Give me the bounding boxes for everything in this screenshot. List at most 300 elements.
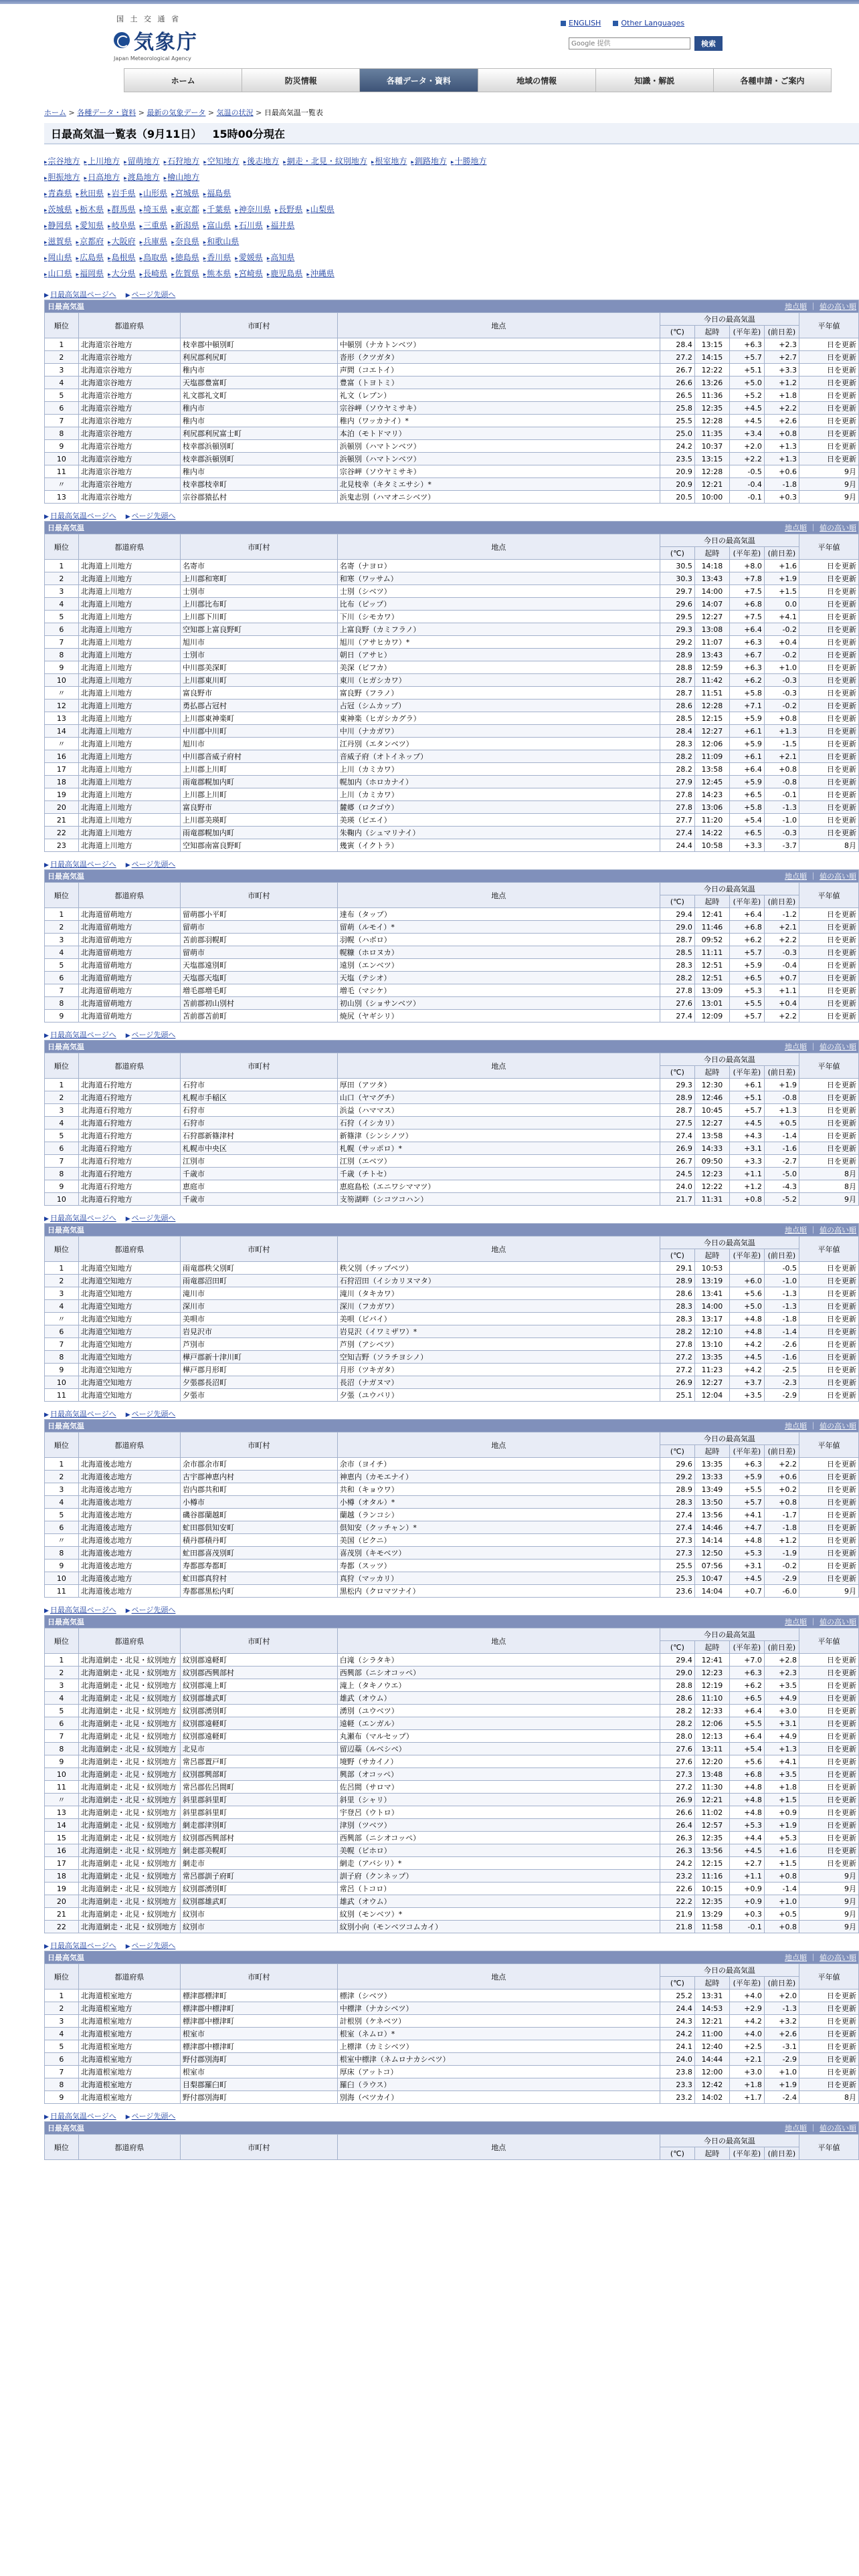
temperature-cell: 28.2 <box>660 1705 694 1717</box>
station-cell: 別海（ベツカイ） <box>337 2091 660 2104</box>
region-link[interactable]: ▸ 釧路地方 <box>411 156 447 166</box>
table-row <box>45 1572 859 1585</box>
region-link[interactable]: ▸ 山梨県 <box>306 205 335 214</box>
breadcrumb-link[interactable]: ホーム <box>44 108 66 117</box>
table-row <box>45 1832 859 1844</box>
sort-by-value-link[interactable]: 値の高い順 <box>820 1422 856 1430</box>
region-link[interactable]: ▸ 大阪府 <box>108 237 136 246</box>
prev-diff-cell: -1.6 <box>764 1142 799 1155</box>
col-temp-header: (℃) <box>660 895 694 908</box>
page-title <box>44 123 859 144</box>
ministry-label: 国 土 交 通 省 <box>116 15 181 23</box>
region-link[interactable]: ▸ 秋田県 <box>76 189 104 198</box>
station-cell: 喜茂別（キモベツ） <box>337 1547 660 1560</box>
time-cell: 14:18 <box>694 560 729 572</box>
temperature-cell: 24.4 <box>660 2002 694 2015</box>
temperature-cell: 29.1 <box>660 1262 694 1275</box>
sort-by-station-link[interactable]: 地点順 <box>785 524 807 532</box>
prefecture-cell: 北海道根室地方 <box>78 1990 180 2002</box>
prev-diff-cell: +1.9 <box>764 1079 799 1091</box>
rank-cell: 10 <box>45 674 79 687</box>
page-top-link[interactable]: ページ先頭へ <box>131 1410 176 1418</box>
sort-by-value-link[interactable]: 値の高い順 <box>820 2124 856 2133</box>
breadcrumb-link[interactable]: 気温の状況 <box>216 108 254 117</box>
back-to-index-link[interactable]: 日最高気温ページへ <box>50 290 116 299</box>
prefecture-cell: 北海道留萌地方 <box>78 921 180 934</box>
record-cell: 日を更新 <box>799 801 858 814</box>
temperature-cell: 27.6 <box>660 997 694 1010</box>
city-cell: 紋別郡雄武町 <box>181 1895 338 1908</box>
prev-diff-cell: -1.7 <box>764 1509 799 1521</box>
sort-by-value-link[interactable]: 値の高い順 <box>820 1043 856 1051</box>
col-today-header: 今日の最高気温 <box>660 1053 799 1066</box>
temperature-cell: 27.2 <box>660 1351 694 1364</box>
region-link[interactable]: ▸ 石狩地方 <box>164 156 200 166</box>
temperature-cell: 22.6 <box>660 1883 694 1895</box>
region-link[interactable]: ▸ 群馬県 <box>108 205 136 214</box>
table-row <box>45 1155 859 1168</box>
temperature-cell: 25.2 <box>660 1990 694 2002</box>
prev-diff-cell: -1.8 <box>764 1313 799 1325</box>
record-cell: 日を更新 <box>799 1471 858 1483</box>
record-cell: 日を更新 <box>799 1794 858 1806</box>
sort-divider: ｜ <box>809 1422 817 1430</box>
col-rank-header: 順位 <box>45 313 79 338</box>
prev-diff-cell: +3.5 <box>764 1768 799 1781</box>
time-cell: 13:11 <box>694 1743 729 1755</box>
breadcrumb-link[interactable]: 最新の気象データ <box>147 108 206 117</box>
back-to-index-link[interactable]: 日最高気温ページへ <box>50 1606 116 1614</box>
region-link[interactable]: ▸ 檜山地方 <box>164 173 200 182</box>
page-top-link[interactable]: ページ先頭へ <box>131 512 176 520</box>
station-cell: 富良野（フラノ） <box>337 687 660 700</box>
col-normal-diff-header: (平年差) <box>729 1641 764 1654</box>
rank-cell: 6 <box>45 1325 79 1338</box>
prev-diff-cell: +1.9 <box>764 1819 799 1832</box>
station-cell: 空知吉野（ソラチヨシノ） <box>337 1351 660 1364</box>
sort-by-station-link[interactable]: 地点順 <box>785 1226 807 1235</box>
temperature-cell: 29.4 <box>660 908 694 921</box>
region-link[interactable]: ▸ 胆振地方 <box>44 173 80 182</box>
table-row <box>45 572 859 585</box>
region-link[interactable]: ▸ 空知地方 <box>203 156 240 166</box>
temperature-table <box>44 1951 859 2104</box>
rank-cell: 22 <box>45 1921 79 1933</box>
station-cell: 夕張（ユウバリ） <box>337 1389 660 1402</box>
city-cell: 標津郡中標津町 <box>181 2015 338 2028</box>
normal-diff-cell: +5.8 <box>729 801 764 814</box>
temperature-cell: 27.4 <box>660 1521 694 1534</box>
region-link[interactable]: ▸ 山口県 <box>44 269 72 278</box>
region-link[interactable]: ▸ 鳥取県 <box>140 253 168 262</box>
region-link[interactable]: ▸ 根室地方 <box>371 156 407 166</box>
region-link[interactable]: ▸ 上川地方 <box>84 156 120 166</box>
prefecture-cell: 北海道空知地方 <box>78 1351 180 1364</box>
region-link[interactable]: ▸ 千葉県 <box>203 205 231 214</box>
prev-diff-cell: +1.3 <box>764 725 799 738</box>
rank-cell: 9 <box>45 1010 79 1023</box>
prefecture-cell: 北海道石狩地方 <box>78 1079 180 1091</box>
sort-by-station-link[interactable]: 地点順 <box>785 1618 807 1626</box>
rank-cell: 17 <box>45 763 79 776</box>
region-link[interactable]: ▸ 香川県 <box>203 253 231 262</box>
nav-item[interactable]: 各種データ・資料 <box>359 68 477 92</box>
city-cell: 岩内郡共和町 <box>181 1483 338 1496</box>
region-link[interactable]: ▸ 愛知県 <box>76 221 104 230</box>
time-cell: 13:41 <box>694 1287 729 1300</box>
region-link[interactable]: ▸ 三重県 <box>140 221 168 230</box>
table-row <box>45 1010 859 1023</box>
region-link[interactable]: ▸ 渡島地方 <box>124 173 160 182</box>
breadcrumb-separator: > <box>253 108 264 117</box>
prev-diff-cell: +2.2 <box>764 402 799 415</box>
sort-by-value-link[interactable]: 値の高い順 <box>820 524 856 532</box>
normal-diff-cell: +6.4 <box>729 1705 764 1717</box>
table-row <box>45 1091 859 1104</box>
time-cell: 12:28 <box>694 465 729 478</box>
col-pref-header: 都道府県 <box>78 883 180 908</box>
sort-by-value-link[interactable]: 値の高い順 <box>820 872 856 881</box>
back-to-index-link[interactable]: 日最高気温ページへ <box>50 1031 116 1039</box>
region-link[interactable]: ▸ 福島県 <box>203 189 231 198</box>
region-link[interactable]: ▸ 高知県 <box>267 253 295 262</box>
breadcrumb-link[interactable]: 各種データ・資料 <box>77 108 136 117</box>
normal-diff-cell: +6.1 <box>729 725 764 738</box>
region-link[interactable]: ▸ 岩手県 <box>108 189 136 198</box>
city-cell: 紋別郡西興部村 <box>181 1832 338 1844</box>
city-cell: 礼文郡礼文町 <box>181 389 338 402</box>
page-top-link[interactable]: ページ先頭へ <box>131 290 176 299</box>
city-cell: 上川郡下川町 <box>181 611 338 623</box>
sort-by-value-link[interactable]: 値の高い順 <box>820 302 856 311</box>
table-header-row <box>45 534 859 547</box>
region-link[interactable]: ▸ 鹿児島県 <box>267 269 303 278</box>
rank-cell: 15 <box>45 1832 79 1844</box>
prefecture-cell: 北海道網走・北見・紋別地方 <box>78 1819 180 1832</box>
prefecture-cell: 北海道空知地方 <box>78 1313 180 1325</box>
col-rank-header: 順位 <box>45 1053 79 1079</box>
prefecture-cell: 北海道後志地方 <box>78 1458 180 1471</box>
back-to-index-link[interactable]: 日最高気温ページへ <box>50 512 116 520</box>
page-top-link[interactable]: ページ先頭へ <box>131 1941 176 1950</box>
table-row <box>45 1325 859 1338</box>
rank-cell: 13 <box>45 491 79 504</box>
region-link[interactable]: ▸ 福岡県 <box>76 269 104 278</box>
normal-diff-cell: +6.5 <box>729 788 764 801</box>
table-row <box>45 1079 859 1091</box>
region-link[interactable]: ▸ 宮崎県 <box>235 269 263 278</box>
record-cell: 9月 <box>799 491 858 504</box>
col-time-header: 起時 <box>694 895 729 908</box>
time-cell: 12:41 <box>694 908 729 921</box>
record-cell: 日を更新 <box>799 2066 858 2078</box>
table-header-row <box>45 1628 859 1641</box>
col-today-header: 今日の最高気温 <box>660 883 799 895</box>
sort-by-value-link[interactable]: 値の高い順 <box>820 1953 856 1962</box>
prev-diff-cell: -1.3 <box>764 1287 799 1300</box>
back-to-index-link[interactable]: 日最高気温ページへ <box>50 2112 116 2121</box>
rank-cell: 〃 <box>45 478 79 491</box>
english-link[interactable]: ENGLISH <box>569 19 601 27</box>
time-cell: 14:46 <box>694 1521 729 1534</box>
rank-cell: 8 <box>45 997 79 1010</box>
temperature-cell: 28.7 <box>660 934 694 946</box>
normal-diff-cell: +5.9 <box>729 738 764 750</box>
time-cell: 13:35 <box>694 1351 729 1364</box>
city-cell: 稚内市 <box>181 465 338 478</box>
region-link[interactable]: ▸ 留萌地方 <box>124 156 160 166</box>
region-link[interactable]: ▸ 栃木県 <box>76 205 104 214</box>
region-link[interactable]: ▸ 熊本県 <box>203 269 231 278</box>
city-cell: 富良野市 <box>181 801 338 814</box>
record-cell: 日を更新 <box>799 776 858 788</box>
region-link[interactable]: ▸ 石川県 <box>235 221 263 230</box>
rank-cell: 18 <box>45 1870 79 1883</box>
temperature-cell: 27.9 <box>660 776 694 788</box>
region-link[interactable]: ▸ 滋賀県 <box>44 237 72 246</box>
region-link[interactable]: ▸ 後志地方 <box>244 156 280 166</box>
col-pref-header: 都道府県 <box>78 1432 180 1458</box>
record-cell: 日を更新 <box>799 389 858 402</box>
region-link[interactable]: ▸ 徳島県 <box>171 253 199 262</box>
temperature-cell: 26.6 <box>660 1806 694 1819</box>
record-cell: 日を更新 <box>799 984 858 997</box>
region-link[interactable]: ▸ 十勝地方 <box>451 156 487 166</box>
table-header-row <box>45 1964 859 1977</box>
city-cell: 中川郡音威子府村 <box>181 750 338 763</box>
time-cell: 14:02 <box>694 2091 729 2104</box>
region-link[interactable]: ▸ 長野県 <box>275 205 303 214</box>
city-cell: 増毛郡増毛町 <box>181 984 338 997</box>
region-link[interactable]: ▸ 富山県 <box>203 221 231 230</box>
table-row <box>45 1364 859 1376</box>
temperature-cell: 29.0 <box>660 1667 694 1679</box>
region-link[interactable]: ▸ 宮城県 <box>171 189 199 198</box>
region-link[interactable]: ▸ 大分県 <box>108 269 136 278</box>
region-link[interactable]: ▸ 茨城県 <box>44 205 72 214</box>
sort-by-station-link[interactable]: 地点順 <box>785 872 807 881</box>
region-link[interactable]: ▸ 山形県 <box>140 189 168 198</box>
time-cell: 13:43 <box>694 649 729 661</box>
prev-diff-cell: +3.2 <box>764 2015 799 2028</box>
normal-diff-cell: +5.9 <box>729 1471 764 1483</box>
page-top-link[interactable]: ページ先頭へ <box>131 1606 176 1614</box>
rank-cell: 11 <box>45 1585 79 1598</box>
nav-item[interactable]: 地域の情報 <box>478 68 595 92</box>
nav-item[interactable]: 各種申請・ご案内 <box>713 68 832 92</box>
normal-diff-cell: +4.5 <box>729 1844 764 1857</box>
station-cell: 雄武（オウム） <box>337 1692 660 1705</box>
city-cell: 雨竜郡幌加内町 <box>181 827 338 839</box>
region-link[interactable]: ▸ 和歌山県 <box>203 237 240 246</box>
back-to-index-link[interactable]: 日最高気温ページへ <box>50 1410 116 1418</box>
time-cell: 12:21 <box>694 2015 729 2028</box>
record-cell: 日を更新 <box>799 725 858 738</box>
table-row <box>45 1667 859 1679</box>
region-link[interactable]: ▸ 京都府 <box>76 237 104 246</box>
col-temp-header: (℃) <box>660 547 694 560</box>
time-cell: 11:35 <box>694 427 729 440</box>
station-cell: 白滝（シラタキ） <box>337 1654 660 1667</box>
region-link[interactable]: ▸ 東京都 <box>171 205 199 214</box>
back-to-index-link[interactable]: 日最高気温ページへ <box>50 860 116 869</box>
table-row <box>45 415 859 427</box>
region-link[interactable]: ▸ 兵庫県 <box>140 237 168 246</box>
station-cell: 斜里（シャリ） <box>337 1794 660 1806</box>
region-link[interactable]: ▸ 島根県 <box>108 253 136 262</box>
record-cell: 日を更新 <box>799 351 858 364</box>
prev-diff-cell: +0.8 <box>764 1496 799 1509</box>
col-rank-header: 順位 <box>45 534 79 560</box>
search-button[interactable]: 検索 <box>694 36 723 51</box>
temperature-cell: 24.2 <box>660 1857 694 1870</box>
city-cell: 美唄市 <box>181 1313 338 1325</box>
time-cell: 11:58 <box>694 1921 729 1933</box>
prev-diff-cell: -0.1 <box>764 788 799 801</box>
sort-by-station-link[interactable]: 地点順 <box>785 1043 807 1051</box>
nav-item[interactable]: 防災情報 <box>242 68 359 92</box>
city-cell: 積丹郡積丹町 <box>181 1534 338 1547</box>
table-band <box>45 300 859 313</box>
time-cell: 12:59 <box>694 661 729 674</box>
prev-diff-cell: +0.4 <box>764 997 799 1010</box>
nav-item[interactable]: ホーム <box>124 68 242 92</box>
sort-links <box>785 1041 856 1052</box>
city-cell: 上川郡東川町 <box>181 674 338 687</box>
search-input[interactable] <box>569 37 690 49</box>
table-row <box>45 1717 859 1730</box>
city-cell: 深川市 <box>181 1300 338 1313</box>
page-top-link[interactable]: ページ先頭へ <box>131 1031 176 1039</box>
record-cell: 日を更新 <box>799 1679 858 1692</box>
table-row <box>45 839 859 852</box>
back-to-index-link[interactable]: 日最高気温ページへ <box>50 1214 116 1222</box>
record-cell: 8月 <box>799 839 858 852</box>
page-top-link[interactable]: ページ先頭へ <box>131 2112 176 2121</box>
table-row <box>45 560 859 572</box>
record-cell: 日を更新 <box>799 649 858 661</box>
station-cell: 常呂（トコロ） <box>337 1883 660 1895</box>
sort-by-station-link[interactable]: 地点順 <box>785 1422 807 1430</box>
normal-diff-cell: +3.4 <box>729 427 764 440</box>
region-link[interactable]: ▸ 福井県 <box>267 221 295 230</box>
col-normal-record-header: 平年値 <box>799 1628 858 1654</box>
page-top-link[interactable]: ページ先頭へ <box>131 1214 176 1222</box>
normal-diff-cell: +4.2 <box>729 1364 764 1376</box>
sort-by-station-link[interactable]: 地点順 <box>785 2124 807 2133</box>
time-cell: 11:42 <box>694 674 729 687</box>
region-link[interactable]: ▸ 網走・北見・紋別地方 <box>283 156 367 166</box>
agency-logo[interactable] <box>114 13 198 62</box>
station-cell: 支笏湖畔（シコツコハン） <box>337 1193 660 1206</box>
prefecture-cell: 北海道宗谷地方 <box>78 364 180 377</box>
record-cell: 日を更新 <box>799 598 858 611</box>
region-section <box>44 1604 859 1933</box>
temperature-cell: 27.7 <box>660 814 694 827</box>
temperature-cell: 27.8 <box>660 801 694 814</box>
region-link[interactable]: ▸ 青森県 <box>44 189 72 198</box>
table-row <box>45 1389 859 1402</box>
sort-by-station-link[interactable]: 地点順 <box>785 302 807 311</box>
temperature-cell: 27.3 <box>660 1534 694 1547</box>
normal-diff-cell: +0.8 <box>729 1193 764 1206</box>
region-link[interactable]: ▸ 岡山県 <box>44 253 72 262</box>
station-cell: 北見枝幸（キタミエサシ）* <box>337 478 660 491</box>
temperature-table <box>44 1615 859 1933</box>
region-link[interactable]: ▸ 長崎県 <box>140 269 168 278</box>
sort-by-station-link[interactable]: 地点順 <box>785 1953 807 1962</box>
temperature-cell: 29.6 <box>660 1458 694 1471</box>
region-link[interactable]: ▸ 神奈川県 <box>235 205 271 214</box>
region-link[interactable]: ▸ 日高地方 <box>84 173 120 182</box>
prev-diff-cell: +2.6 <box>764 2028 799 2040</box>
temperature-cell: 26.3 <box>660 1832 694 1844</box>
city-cell: 上川郡東神楽町 <box>181 712 338 725</box>
time-cell: 11:00 <box>694 2028 729 2040</box>
normal-diff-cell: +6.2 <box>729 1679 764 1692</box>
region-link[interactable]: ▸ 岐阜県 <box>108 221 136 230</box>
city-cell: 留萌郡小平町 <box>181 908 338 921</box>
table-row <box>45 2028 859 2040</box>
col-normal-diff-header: (平年差) <box>729 895 764 908</box>
normal-diff-cell: +4.4 <box>729 1832 764 1844</box>
region-section <box>44 1212 859 1402</box>
prefecture-cell: 北海道網走・北見・紋別地方 <box>78 1730 180 1743</box>
col-prev-diff-header: (前日差) <box>764 1066 799 1079</box>
rank-cell: 4 <box>45 1496 79 1509</box>
rank-cell: 20 <box>45 1895 79 1908</box>
page-top-link[interactable]: ページ先頭へ <box>131 860 176 869</box>
station-cell: 倶知安（クッチャン）* <box>337 1521 660 1534</box>
region-link[interactable]: ▸ 新潟県 <box>171 221 199 230</box>
region-section <box>44 289 859 504</box>
record-cell: 日を更新 <box>799 1130 858 1142</box>
region-link[interactable]: ▸ 宗谷地方 <box>44 156 80 166</box>
col-temp-header: (℃) <box>660 326 694 338</box>
col-time-header: 起時 <box>694 1977 729 1990</box>
col-pref-header: 都道府県 <box>78 2135 180 2160</box>
station-cell: 増毛（マシケ） <box>337 984 660 997</box>
prev-diff-cell: +2.7 <box>764 351 799 364</box>
normal-diff-cell: +1.1 <box>729 1870 764 1883</box>
region-link[interactable]: ▸ 奈良県 <box>171 237 199 246</box>
prefecture-cell: 北海道留萌地方 <box>78 959 180 972</box>
prefecture-cell: 北海道上川地方 <box>78 750 180 763</box>
city-cell: 天塩郡遠別町 <box>181 959 338 972</box>
time-cell: 13:33 <box>694 1471 729 1483</box>
record-cell: 日を更新 <box>799 1705 858 1717</box>
table-row <box>45 827 859 839</box>
col-today-header: 今日の最高気温 <box>660 2135 799 2147</box>
station-cell: 厚田（アツタ） <box>337 1079 660 1091</box>
record-cell: 日を更新 <box>799 1287 858 1300</box>
region-link[interactable]: ▸ 埼玉県 <box>140 205 168 214</box>
region-link[interactable]: ▸ 愛媛県 <box>235 253 263 262</box>
prev-diff-cell: -1.3 <box>764 2002 799 2015</box>
back-to-index-link[interactable]: 日最高気温ページへ <box>50 1941 116 1950</box>
other-languages-link[interactable]: Other Languages <box>621 19 685 27</box>
sort-by-value-link[interactable]: 値の高い順 <box>820 1226 856 1235</box>
nav-item[interactable]: 知識・解説 <box>595 68 713 92</box>
region-link[interactable]: ▸ 佐賀県 <box>171 269 199 278</box>
region-link[interactable]: ▸ 静岡県 <box>44 221 72 230</box>
prefecture-cell: 北海道網走・北見・紋別地方 <box>78 1921 180 1933</box>
time-cell: 12:23 <box>694 1168 729 1180</box>
region-link[interactable]: ▸ 沖縄県 <box>306 269 335 278</box>
sort-by-value-link[interactable]: 値の高い順 <box>820 1618 856 1626</box>
region-link[interactable]: ▸ 広島県 <box>76 253 104 262</box>
station-cell: 計根別（ケネベツ） <box>337 2015 660 2028</box>
